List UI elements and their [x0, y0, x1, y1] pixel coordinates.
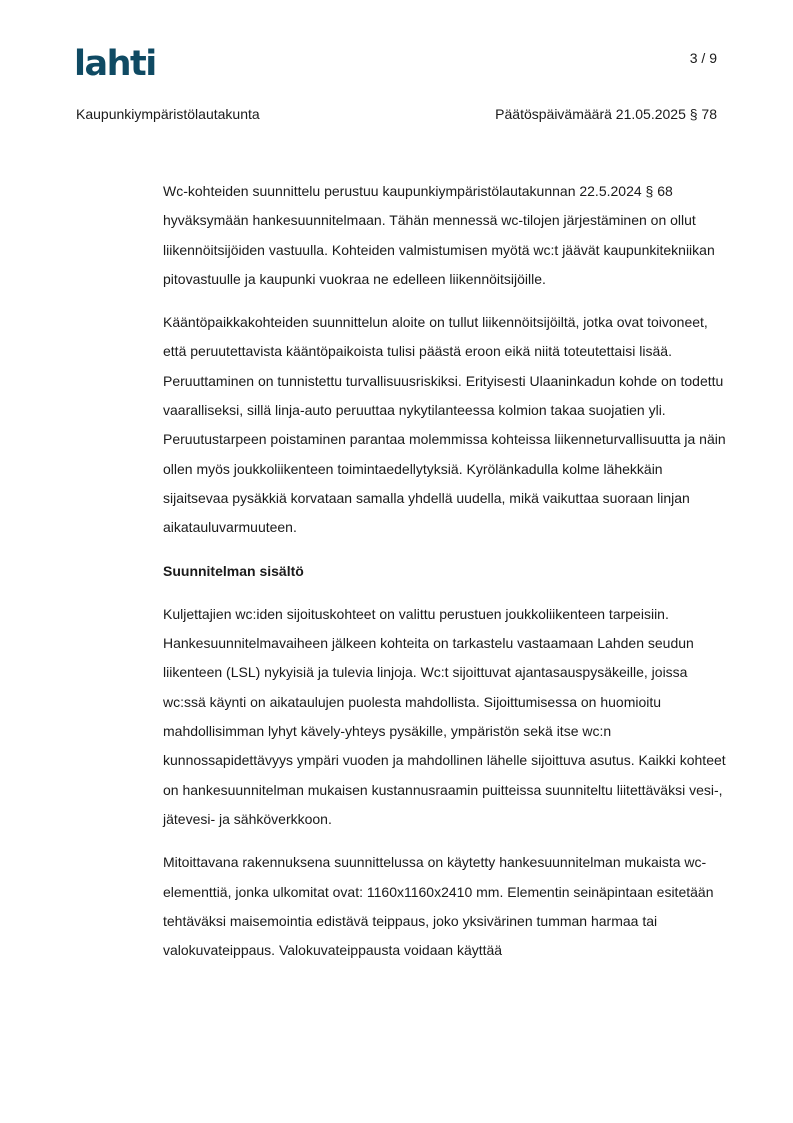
- paragraph: Kääntöpaikkakohteiden suunnittelun aloite on tullut liikennöitsijöiltä, jotka ovat toivoneet, että peruutettavista kääntöpaikoista tulisi päästä eroon eikä niitä toteutettaisi lisää. Peruuttaminen on tunnistettu turvallisuusriskiksi. Erityisesti Ulaaninkadun kohde on todettu vaaralliseksi, sillä linja-auto peruuttaa nykytilanteessa kolmion takaa suojatien yli. Peruutustarpeen poistaminen parantaa molemmissa kohteissa liikenneturvallisuutta ja näin ollen myös joukkoliikenteen toimintaedellytyksiä. Kyrölänkadulla kolme lähekkäin sijaitsevaa pysäkkiä korvataan samalla yhdellä uudella, mikä vaikuttaa suoraan linjan aikatauluvarmuuteen.: [163, 314, 726, 536]
- lahti-logo: lahti: [74, 44, 156, 84]
- paragraph: Mitoittavana rakennuksena suunnittelussa on käytetty hankesuunnitelman mukaista wc-elementtiä, jonka ulkomitat ovat: 1160x1160x2410 mm. Elementin seinäpintaan esitetään tehtäväksi maisemointia edistävä teippaus, joko yksivärinen tumman harmaa tai valokuvateippaus. Valokuvateippausta voidaan käyttää: [163, 854, 714, 959]
- organization-name: Kaupunkiympäristölautakunta: [76, 106, 260, 122]
- decision-date: Päätöspäivämäärä 21.05.2025 § 78: [495, 106, 717, 122]
- section-heading: Suunnitelman sisältö: [163, 562, 304, 579]
- document-body: [163, 177, 728, 979]
- page-number: 3 / 9: [689, 50, 717, 66]
- paragraph: Wc-kohteiden suunnittelu perustuu kaupunkiympäristölautakunnan 22.5.2024 § 68 hyväksymään hankesuunnitelmaan. Tähän mennessä wc-tilojen järjestäminen on ollut liikennöitsijöiden vastuulla. Kohteiden valmistumisen myötä wc:t jäävät kaupunkitekniikan pitovastuulle ja kaupunki vuokraa ne edelleen liikennöitsijöille.: [163, 183, 715, 287]
- paragraph: Kuljettajien wc:iden sijoituskohteet on valittu perustuen joukkoliikenteen tarpeisiin. Hankesuunnitelmavaiheen jälkeen kohteita on tarkastelu vastaamaan Lahden seudun liikenteen (LSL) nykyisiä ja tulevia linjoja. Wc:t sijoittuvat ajantasauspysäkeille, joissa wc:ssä käynti on aikataulujen puolesta mahdollista. Sijoittumisessa on huomioitu mahdollisimman lyhyt kävely-yhteys pysäkille, ympäristön sekä itse wc:n kunnossapidettävyys ympäri vuoden ja mahdollinen lähelle sijoittuva asutus. Kaikki kohteet on hankesuunnitelman mukaisen kustannusraamin puitteissa suunniteltu liitettäväksi vesi-, jätevesi- ja sähköverkkoon.: [163, 605, 726, 827]
